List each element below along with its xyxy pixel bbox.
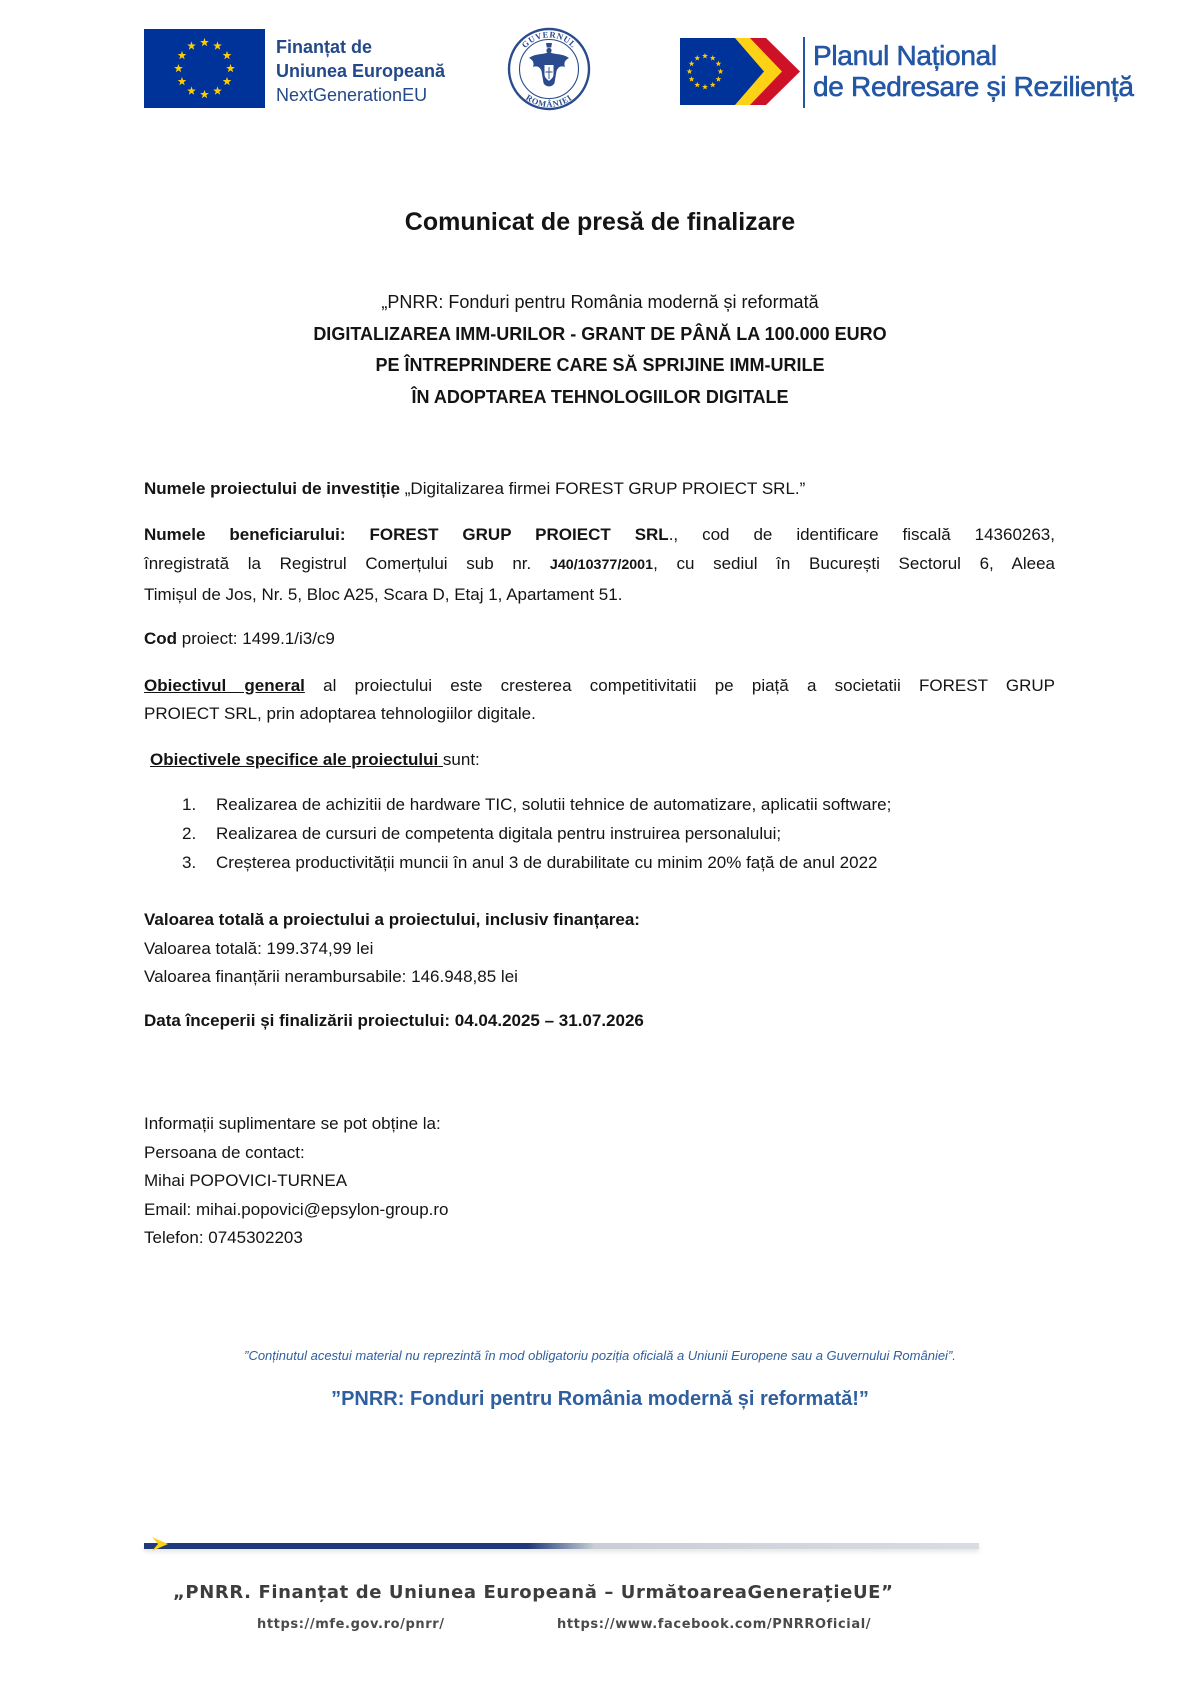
footer-link-mfe: https://mfe.gov.ro/pnrr/	[257, 1617, 445, 1632]
list-item-number: 1.	[182, 795, 197, 814]
header-logos	[0, 0, 1200, 130]
government-seal	[507, 27, 591, 111]
beneficiary-address-start: , cu sediul în București Sectorul 6, Aleea	[653, 554, 1055, 573]
pnrr-logo-text	[813, 40, 1193, 102]
project-name	[144, 475, 1055, 503]
eu-flag-icon	[144, 29, 265, 108]
footer-tagline: „PNRR. Finanțat de Uniunea Europeană – UrmătoareaGenerațieUE”	[173, 1582, 894, 1603]
general-objective-line2: PROIECT SRL, prin adoptarea tehnologiilor digitale.	[144, 704, 536, 723]
contact-block	[144, 1110, 1055, 1253]
subtitle-line1: „PNRR: Fonduri pentru România modernă și reformată	[381, 292, 819, 312]
eu-text-line1: Finanțat de	[276, 37, 373, 57]
beneficiary-label: Numele beneficiarului:	[144, 525, 346, 544]
subtitle-line3: PE ÎNTREPRINDERE CARE SĂ SPRIJINE IMM-URILE	[375, 355, 825, 375]
general-objective-paragraph	[144, 672, 1055, 728]
project-name-value: „Digitalizarea firmei FOREST GRUP PROIECT SRL.”	[404, 479, 806, 498]
beneficiary-line3: Timișul de Jos, Nr. 5, Bloc A25, Scara D, Etaj 1, Apartament 51.	[144, 585, 623, 604]
list-item-text: Realizarea de cursuri de competenta digitala pentru instruirea personalului;	[216, 824, 782, 843]
contact-person-label: Persoana de contact:	[144, 1142, 305, 1162]
pnrr-text-line1: Planul Național	[813, 40, 997, 71]
list-item-text: Realizarea de achizitii de hardware TIC, solutii tehnice de automatizare, aplicatii software;	[216, 795, 892, 814]
project-code-label: Cod	[144, 629, 178, 648]
yellow-chevron-icon	[152, 1537, 174, 1551]
contact-intro: Informații suplimentare se pot obține la:	[144, 1114, 441, 1133]
specific-objectives-label: Obiectivele specifice ale proiectului	[150, 750, 439, 769]
contact-email: Email: mihai.popovici@epsylon-group.ro	[144, 1199, 449, 1219]
subtitle-line4: ÎN ADOPTAREA TEHNOLOGIILOR DIGITALE	[411, 386, 789, 407]
seal-text-bottom-path: ROMÂNIEI	[524, 92, 574, 110]
project-name-label: Numele proiectului de investiție	[144, 479, 401, 498]
footer-divider-bar	[144, 1543, 979, 1549]
list-item-number: 2.	[182, 824, 197, 843]
beneficiary-registration-number: J40/10377/2001	[549, 557, 654, 573]
beneficiary-name: FOREST GRUP PROIECT SRL	[369, 525, 669, 544]
beneficiary-line1	[144, 520, 1055, 549]
list-item	[182, 848, 1062, 877]
list-item-text: Creșterea productivității muncii în anul 3 de durabilitate cu minim 20% față de anul 2022	[216, 853, 878, 872]
beneficiary-paragraph	[144, 520, 1055, 609]
specific-objectives-heading	[150, 746, 1055, 774]
general-objective-text: al proiectului este cresterea competitivitatii pe piață a societatii FOREST GRUP	[323, 676, 1055, 695]
list-item	[182, 819, 1062, 848]
contact-phone: Telefon: 0745302203	[144, 1228, 303, 1247]
project-code-value: proiect: 1499.1/i3/c9	[181, 629, 335, 648]
beneficiary-line2	[144, 549, 1055, 580]
eu-text-line3: NextGenerationEU	[276, 85, 428, 105]
page-title: Comunicat de presă de finalizare	[404, 208, 796, 236]
pnrr-text-line2: de Redresare și Reziliență	[813, 71, 1134, 102]
project-code	[144, 625, 1055, 653]
subtitle	[0, 287, 1200, 413]
contact-person-name: Mihai POPOVICI-TURNEA	[144, 1171, 348, 1190]
specific-objectives-list	[182, 790, 1062, 877]
pnrr-divider	[803, 37, 805, 108]
beneficiary-registry-text: înregistrată la Registrul Comerțului sub nr.	[144, 554, 532, 573]
general-objective-label: Obiectivul general	[144, 676, 305, 695]
footer-link-facebook: https://www.facebook.com/PNRROficial/	[557, 1617, 872, 1632]
project-value-heading: Valoarea totală a proiectului a proiectului, inclusiv finanțarea:	[144, 910, 640, 929]
project-total-value: Valoarea totală: 199.374,99 lei	[144, 938, 374, 958]
project-value-block	[144, 906, 1055, 992]
project-dates	[144, 1007, 1055, 1035]
eu-text-line2: Uniunea Europeană	[276, 61, 446, 81]
beneficiary-fiscal-code: ., cod de identificare fiscală 14360263,	[668, 525, 1055, 544]
eu-funding-text	[276, 35, 496, 107]
specific-objectives-suffix: sunt:	[442, 750, 480, 769]
project-name-line	[144, 475, 1055, 503]
project-code-line	[144, 625, 1055, 653]
list-item-number: 3.	[182, 853, 197, 872]
general-objective-line1	[144, 672, 1055, 700]
seal-text-top-path: GUVERNUL	[519, 29, 579, 50]
specific-objectives-heading-line	[150, 746, 1055, 774]
subtitle-line2: DIGITALIZAREA IMM-URILOR - GRANT DE PÂNĂ LA 100.000 EURO	[313, 323, 887, 344]
project-dates-text: Data începerii și finalizării proiectului: 04.04.2025 – 31.07.2026	[144, 1011, 644, 1030]
pnrr-flag-icon	[680, 38, 800, 105]
list-item	[182, 790, 1062, 819]
project-non-reimbursable-value: Valoarea finanțării nerambursabile: 146.948,85 lei	[144, 967, 518, 986]
pnrr-slogan: ”PNRR: Fonduri pentru România modernă și reformată!”	[331, 1388, 869, 1410]
disclaimer-note: ”Conținutul acestui material nu reprezintă în mod obligatoriu poziția oficială a Uniunii Europene sau a Guvernului României”.	[244, 1348, 956, 1363]
